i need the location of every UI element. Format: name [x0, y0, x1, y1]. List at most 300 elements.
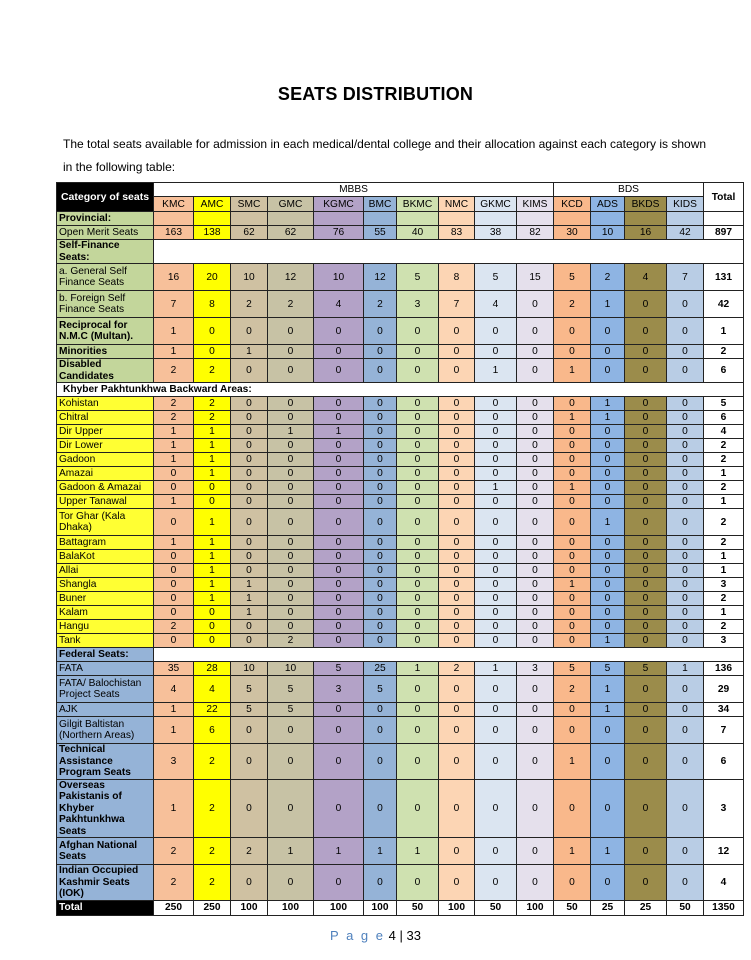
seat-count-cell: 0 — [554, 318, 591, 345]
row-label: Chitral — [57, 411, 154, 425]
seat-count-cell: 0 — [268, 397, 314, 411]
seat-count-cell: 0 — [268, 345, 314, 359]
seat-count-cell: 0 — [667, 634, 704, 648]
row-total-cell: 2 — [704, 439, 744, 453]
table-row — [57, 578, 744, 592]
row-label: Gadoon & Amazai — [57, 481, 154, 495]
seat-count-cell: 5 — [364, 676, 397, 703]
table-row — [57, 226, 744, 240]
seat-count-cell: 0 — [439, 345, 475, 359]
seat-count-cell: 0 — [554, 439, 591, 453]
seat-count-cell: 0 — [364, 453, 397, 467]
seat-count-cell: 1 — [194, 467, 231, 481]
seat-count-cell: 0 — [154, 592, 194, 606]
seat-count-cell: 0 — [554, 634, 591, 648]
seat-count-cell: 0 — [667, 397, 704, 411]
seat-count-cell: 0 — [591, 453, 625, 467]
seat-count-cell: 0 — [667, 703, 704, 717]
seat-count-cell: 0 — [517, 411, 554, 425]
table-body — [57, 212, 744, 916]
seat-count-cell: 0 — [231, 467, 268, 481]
seat-count-cell: 0 — [625, 703, 667, 717]
seat-count-cell: 5 — [475, 264, 517, 291]
seat-count-cell: 0 — [314, 564, 364, 578]
seat-count-cell: 30 — [554, 226, 591, 240]
seat-count-cell: 2 — [194, 411, 231, 425]
seat-count-cell: 0 — [667, 359, 704, 383]
seat-count-cell: 0 — [154, 481, 194, 495]
seat-count-cell: 4 — [625, 264, 667, 291]
row-label: Gilgit Baltistan (Northern Areas) — [57, 717, 154, 744]
row-total-cell: 6 — [704, 359, 744, 383]
seat-count-cell: 0 — [268, 495, 314, 509]
row-label: Gadoon — [57, 453, 154, 467]
seat-count-cell: 0 — [314, 509, 364, 536]
seat-count-cell: 0 — [667, 620, 704, 634]
table-row — [57, 345, 744, 359]
row-total-cell: 1 — [704, 467, 744, 481]
table-row — [57, 425, 744, 439]
seat-count-cell: 0 — [591, 564, 625, 578]
seat-count-cell: 0 — [667, 578, 704, 592]
page-total: 33 — [406, 928, 421, 943]
row-total-cell: 2 — [704, 620, 744, 634]
row-total-cell: 3 — [704, 578, 744, 592]
section-banner-row — [57, 383, 744, 397]
seat-count-cell: 5 — [268, 676, 314, 703]
seat-count-cell: 4 — [475, 291, 517, 318]
seat-count-cell: 0 — [194, 606, 231, 620]
table-row — [57, 838, 744, 865]
page-word: P a g e — [330, 928, 385, 943]
column-total-cell: 50 — [475, 900, 517, 915]
seat-count-cell: 0 — [439, 703, 475, 717]
column-total-cell: 50 — [554, 900, 591, 915]
seat-count-cell: 0 — [554, 717, 591, 744]
table-row — [57, 865, 744, 901]
row-total-cell: 2 — [704, 453, 744, 467]
seat-count-cell: 0 — [517, 439, 554, 453]
table-row — [57, 411, 744, 425]
seat-count-cell: 0 — [554, 536, 591, 550]
college-header: GKMC — [475, 197, 517, 212]
seat-count-cell: 163 — [154, 226, 194, 240]
seat-count-cell: 82 — [517, 226, 554, 240]
table-row — [57, 592, 744, 606]
seat-count-cell: 0 — [439, 425, 475, 439]
seat-count-cell: 0 — [625, 634, 667, 648]
seat-count-cell: 0 — [397, 703, 439, 717]
seat-count-cell: 0 — [231, 509, 268, 536]
seat-count-cell: 0 — [517, 397, 554, 411]
seat-count-cell: 0 — [439, 495, 475, 509]
seat-count-cell: 0 — [439, 744, 475, 780]
seat-count-cell: 1 — [475, 359, 517, 383]
seat-count-cell: 0 — [475, 676, 517, 703]
seat-count-cell: 15 — [517, 264, 554, 291]
seat-count-cell: 0 — [364, 359, 397, 383]
section-row — [57, 648, 744, 662]
seat-count-cell: 0 — [475, 620, 517, 634]
seat-count-cell: 0 — [554, 779, 591, 838]
seat-count-cell: 0 — [667, 779, 704, 838]
row-label: Upper Tanawal — [57, 495, 154, 509]
seat-count-cell: 0 — [397, 578, 439, 592]
seat-count-cell: 0 — [591, 779, 625, 838]
seat-count-cell: 0 — [475, 536, 517, 550]
seat-count-cell: 0 — [625, 578, 667, 592]
seat-count-cell: 0 — [439, 439, 475, 453]
college-header: BMC — [364, 197, 397, 212]
table-row — [57, 359, 744, 383]
seat-count-cell: 1 — [554, 578, 591, 592]
row-total-cell: 2 — [704, 536, 744, 550]
seat-count-cell: 0 — [667, 318, 704, 345]
seat-count-cell: 0 — [625, 291, 667, 318]
seat-count-cell: 10 — [314, 264, 364, 291]
table-row — [57, 744, 744, 780]
seat-count-cell: 12 — [364, 264, 397, 291]
row-total-cell: 4 — [704, 425, 744, 439]
seat-count-cell: 0 — [625, 536, 667, 550]
seat-count-cell: 1 — [154, 453, 194, 467]
seat-count-cell: 0 — [397, 634, 439, 648]
table-row — [57, 634, 744, 648]
seat-count-cell: 1 — [554, 481, 591, 495]
seat-count-cell: 10 — [231, 662, 268, 676]
table-row — [57, 397, 744, 411]
seat-count-cell: 55 — [364, 226, 397, 240]
table-row — [57, 495, 744, 509]
seat-count-cell: 0 — [364, 564, 397, 578]
row-total-cell: 1 — [704, 606, 744, 620]
seat-count-cell: 0 — [475, 578, 517, 592]
seat-count-cell: 0 — [397, 425, 439, 439]
seat-count-cell: 4 — [154, 676, 194, 703]
seat-count-cell: 0 — [625, 481, 667, 495]
bds-group-header: BDS — [554, 183, 704, 197]
seat-count-cell: 0 — [314, 634, 364, 648]
seat-count-cell: 1 — [154, 536, 194, 550]
column-total-cell: 25 — [591, 900, 625, 915]
seat-count-cell: 0 — [517, 550, 554, 564]
seat-count-cell: 0 — [364, 439, 397, 453]
seat-count-cell: 0 — [554, 703, 591, 717]
row-label: Reciprocal for N.M.C (Multan). — [57, 318, 154, 345]
seat-count-cell: 0 — [625, 779, 667, 838]
seat-count-cell: 1 — [591, 676, 625, 703]
seat-count-cell: 0 — [475, 509, 517, 536]
seat-count-cell: 1 — [591, 411, 625, 425]
row-label: AJK — [57, 703, 154, 717]
seat-count-cell: 0 — [397, 453, 439, 467]
seat-count-cell: 0 — [314, 359, 364, 383]
row-total-cell: 1 — [704, 495, 744, 509]
seat-count-cell: 0 — [439, 620, 475, 634]
section-label: Provincial: — [57, 212, 154, 226]
empty-cell — [554, 212, 591, 226]
seat-count-cell: 5 — [268, 703, 314, 717]
empty-cell — [194, 212, 231, 226]
seat-count-cell: 0 — [625, 359, 667, 383]
seat-count-cell: 1 — [194, 425, 231, 439]
seat-count-cell: 0 — [475, 564, 517, 578]
seat-count-cell: 0 — [475, 592, 517, 606]
column-total-cell: 250 — [154, 900, 194, 915]
seat-count-cell: 0 — [517, 453, 554, 467]
empty-cell — [704, 212, 744, 226]
college-header: SMC — [231, 197, 268, 212]
seat-count-cell: 0 — [475, 744, 517, 780]
seat-count-cell: 1 — [194, 578, 231, 592]
seat-count-cell: 0 — [397, 345, 439, 359]
seat-count-cell: 0 — [439, 865, 475, 901]
college-header: KGMC — [314, 197, 364, 212]
row-label: Afghan National Seats — [57, 838, 154, 865]
total-header: Total — [704, 183, 744, 212]
seat-count-cell: 0 — [364, 606, 397, 620]
seat-count-cell: 0 — [591, 495, 625, 509]
seat-count-cell: 1 — [154, 439, 194, 453]
seat-count-cell: 1 — [667, 662, 704, 676]
seat-count-cell: 28 — [194, 662, 231, 676]
seat-count-cell: 2 — [554, 291, 591, 318]
seat-count-cell: 0 — [397, 397, 439, 411]
seat-count-cell: 0 — [397, 744, 439, 780]
empty-cell — [517, 212, 554, 226]
seat-count-cell: 0 — [439, 779, 475, 838]
seat-count-cell: 0 — [397, 717, 439, 744]
seat-count-cell: 42 — [667, 226, 704, 240]
seat-count-cell: 0 — [591, 481, 625, 495]
total-row — [57, 900, 744, 915]
seat-count-cell: 1 — [154, 495, 194, 509]
row-total-cell: 12 — [704, 838, 744, 865]
seat-count-cell: 0 — [268, 318, 314, 345]
row-label: Kohistan — [57, 397, 154, 411]
seat-count-cell: 0 — [667, 717, 704, 744]
seat-count-cell: 0 — [591, 425, 625, 439]
seat-count-cell: 0 — [475, 865, 517, 901]
empty-cell — [591, 212, 625, 226]
seat-count-cell: 0 — [231, 634, 268, 648]
seat-count-cell: 0 — [625, 550, 667, 564]
row-label: Disabled Candidates — [57, 359, 154, 383]
seat-count-cell: 0 — [154, 550, 194, 564]
seat-count-cell: 0 — [517, 620, 554, 634]
column-total-cell: 100 — [314, 900, 364, 915]
seat-count-cell: 0 — [517, 744, 554, 780]
seat-count-cell: 0 — [397, 779, 439, 838]
seat-count-cell: 1 — [194, 536, 231, 550]
seat-count-cell: 1 — [314, 425, 364, 439]
seat-count-cell: 0 — [268, 865, 314, 901]
row-label: Dir Lower — [57, 439, 154, 453]
seat-count-cell: 0 — [591, 318, 625, 345]
seat-count-cell: 0 — [625, 318, 667, 345]
college-header: KCD — [554, 197, 591, 212]
seat-count-cell: 1 — [475, 481, 517, 495]
seat-count-cell: 0 — [194, 620, 231, 634]
seat-count-cell: 0 — [667, 467, 704, 481]
seat-count-cell: 5 — [231, 703, 268, 717]
seat-count-cell: 38 — [475, 226, 517, 240]
table-row — [57, 467, 744, 481]
seat-count-cell: 1 — [591, 291, 625, 318]
seat-count-cell: 2 — [268, 634, 314, 648]
seat-count-cell: 0 — [231, 425, 268, 439]
seat-count-cell: 0 — [314, 550, 364, 564]
seat-count-cell: 0 — [475, 495, 517, 509]
seat-count-cell: 2 — [268, 291, 314, 318]
table-row — [57, 453, 744, 467]
row-total-cell: 2 — [704, 481, 744, 495]
blank-cell — [154, 240, 744, 264]
seat-count-cell: 0 — [439, 318, 475, 345]
empty-cell — [475, 212, 517, 226]
seat-count-cell: 0 — [475, 425, 517, 439]
row-label: FATA — [57, 662, 154, 676]
column-total-cell: 100 — [439, 900, 475, 915]
seat-count-cell: 1 — [591, 838, 625, 865]
seat-count-cell: 0 — [667, 453, 704, 467]
seat-count-cell: 1 — [231, 606, 268, 620]
seat-count-cell: 1 — [364, 838, 397, 865]
seat-count-cell: 0 — [517, 359, 554, 383]
seat-count-cell: 0 — [625, 495, 667, 509]
seat-count-cell: 0 — [314, 578, 364, 592]
seat-count-cell: 1 — [591, 397, 625, 411]
row-total-cell: 136 — [704, 662, 744, 676]
empty-cell — [268, 212, 314, 226]
seat-count-cell: 0 — [517, 318, 554, 345]
seat-count-cell: 5 — [231, 676, 268, 703]
seat-count-cell: 0 — [625, 425, 667, 439]
seat-count-cell: 0 — [475, 779, 517, 838]
seat-count-cell: 0 — [364, 578, 397, 592]
seat-count-cell: 0 — [625, 509, 667, 536]
table-row — [57, 509, 744, 536]
seat-count-cell: 0 — [231, 411, 268, 425]
seat-count-cell: 0 — [667, 550, 704, 564]
seat-count-cell: 0 — [591, 744, 625, 780]
row-label: Tank — [57, 634, 154, 648]
seat-count-cell: 0 — [231, 717, 268, 744]
seat-count-cell: 0 — [517, 779, 554, 838]
row-label: Battagram — [57, 536, 154, 550]
seat-count-cell: 5 — [314, 662, 364, 676]
seat-count-cell: 5 — [625, 662, 667, 676]
seat-count-cell: 0 — [439, 717, 475, 744]
seat-count-cell: 0 — [439, 481, 475, 495]
row-label: Open Merit Seats — [57, 226, 154, 240]
category-header: Category of seats — [57, 183, 154, 212]
seat-count-cell: 0 — [517, 634, 554, 648]
seat-count-cell: 0 — [625, 411, 667, 425]
seat-count-cell: 0 — [231, 481, 268, 495]
seat-count-cell: 0 — [554, 564, 591, 578]
table-row — [57, 662, 744, 676]
seat-count-cell: 0 — [268, 359, 314, 383]
seat-count-cell: 0 — [625, 592, 667, 606]
seat-count-cell: 0 — [397, 536, 439, 550]
row-total-cell: 29 — [704, 676, 744, 703]
seat-count-cell: 0 — [517, 676, 554, 703]
seat-count-cell: 0 — [231, 536, 268, 550]
seat-count-cell: 0 — [314, 439, 364, 453]
column-total-cell: 100 — [268, 900, 314, 915]
table-row — [57, 318, 744, 345]
seat-count-cell: 0 — [554, 620, 591, 634]
seat-count-cell: 0 — [194, 318, 231, 345]
seat-count-cell: 0 — [154, 606, 194, 620]
table-row — [57, 703, 744, 717]
seat-count-cell: 5 — [397, 264, 439, 291]
seat-count-cell: 0 — [314, 318, 364, 345]
grand-total-cell: 1350 — [704, 900, 744, 915]
seat-count-cell: 0 — [364, 425, 397, 439]
page-separator: | — [399, 928, 403, 943]
row-total-cell: 3 — [704, 779, 744, 838]
seat-count-cell: 2 — [154, 865, 194, 901]
seat-count-cell: 0 — [194, 495, 231, 509]
seat-count-cell: 0 — [268, 620, 314, 634]
seat-count-cell: 0 — [517, 467, 554, 481]
seat-count-cell: 0 — [439, 359, 475, 383]
seat-count-cell: 0 — [475, 703, 517, 717]
seat-count-cell: 2 — [231, 291, 268, 318]
seat-count-cell: 0 — [268, 578, 314, 592]
college-header: GMC — [268, 197, 314, 212]
table-row — [57, 291, 744, 318]
seat-count-cell: 1 — [194, 509, 231, 536]
seat-count-cell: 3 — [154, 744, 194, 780]
seat-count-cell: 0 — [517, 838, 554, 865]
empty-cell — [397, 212, 439, 226]
seat-count-cell: 16 — [154, 264, 194, 291]
table-row — [57, 481, 744, 495]
row-label: a. General Self Finance Seats — [57, 264, 154, 291]
seat-count-cell: 0 — [364, 865, 397, 901]
table-row — [57, 717, 744, 744]
seat-count-cell: 0 — [667, 509, 704, 536]
column-total-cell: 100 — [364, 900, 397, 915]
college-header: BKMC — [397, 197, 439, 212]
seat-count-cell: 1 — [154, 318, 194, 345]
seat-count-cell: 0 — [154, 509, 194, 536]
seat-count-cell: 7 — [439, 291, 475, 318]
seat-count-cell: 0 — [625, 606, 667, 620]
empty-cell — [625, 212, 667, 226]
seat-count-cell: 0 — [397, 592, 439, 606]
seat-count-cell: 0 — [364, 345, 397, 359]
seat-count-cell: 0 — [364, 592, 397, 606]
seat-count-cell: 0 — [475, 467, 517, 481]
seat-count-cell: 0 — [475, 397, 517, 411]
seat-count-cell: 40 — [397, 226, 439, 240]
seat-count-cell: 0 — [364, 744, 397, 780]
seat-count-cell: 0 — [591, 550, 625, 564]
page-footer — [0, 928, 751, 943]
table-row — [57, 620, 744, 634]
seat-count-cell: 0 — [364, 536, 397, 550]
seat-count-cell: 0 — [439, 838, 475, 865]
seat-count-cell: 0 — [364, 779, 397, 838]
seat-count-cell: 0 — [314, 606, 364, 620]
seat-count-cell: 0 — [439, 467, 475, 481]
seat-count-cell: 0 — [667, 564, 704, 578]
seat-count-cell: 1 — [554, 411, 591, 425]
